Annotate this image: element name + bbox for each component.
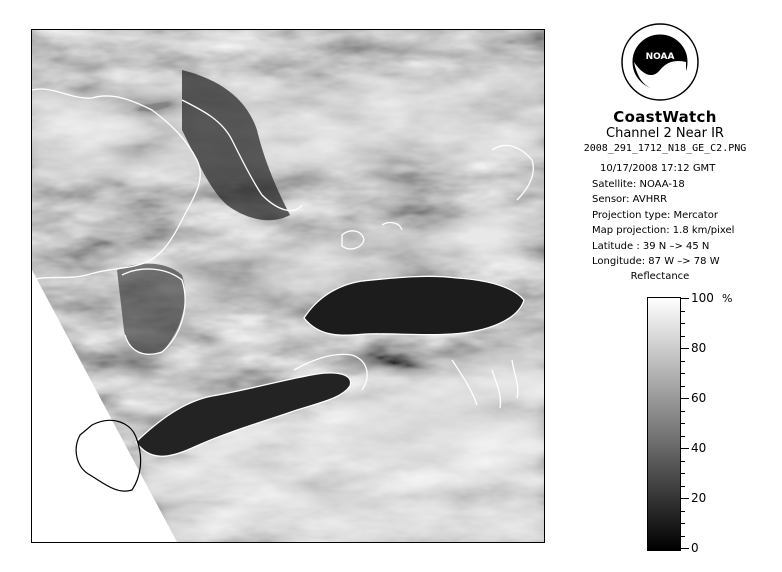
meta-longitude: Longitude: 87 W –> 78 W: [592, 256, 720, 267]
file-name: 2008_291_1712_N18_GE_C2.PNG: [583, 143, 747, 154]
colorbar-minor-tick: [681, 423, 685, 424]
brand-title: CoastWatch: [613, 108, 717, 126]
colorbar-tick-label: 60: [691, 391, 707, 405]
colorbar-tick-label: 40: [691, 441, 707, 455]
colorbar-minor-tick: [681, 311, 685, 312]
colorbar-title: Reflectance: [630, 271, 690, 282]
metadata-block: [592, 161, 734, 270]
colorbar-tick: [681, 348, 689, 349]
logo-text: NOAA: [645, 52, 675, 62]
colorbar-minor-tick: [681, 323, 685, 324]
colorbar: [647, 297, 681, 551]
meta-datetime: 10/17/2008 17:12 GMT: [600, 163, 716, 174]
satellite-map: [32, 30, 544, 542]
colorbar-minor-tick: [681, 411, 685, 412]
colorbar-minor-tick: [681, 511, 685, 512]
colorbar-minor-tick: [681, 523, 685, 524]
colorbar-minor-tick: [681, 361, 685, 362]
meta-latitude: Latitude : 39 N –> 45 N: [592, 240, 710, 252]
meta-sensor: Sensor: AVHRR: [592, 194, 668, 205]
colorbar-minor-tick: [681, 536, 685, 537]
colorbar-tick: [681, 498, 689, 499]
colorbar-minor-tick: [681, 336, 685, 337]
channel-title: Channel 2 Near IR: [606, 126, 724, 141]
colorbar-tick: [681, 398, 689, 399]
satellite-image: [31, 29, 545, 543]
colorbar-tick: [681, 448, 689, 449]
colorbar-tick: [681, 298, 689, 299]
meta-projection-type: Projection type: Mercator: [592, 209, 718, 221]
colorbar-minor-tick: [681, 486, 685, 487]
colorbar-tick-label: 0: [691, 541, 699, 555]
meta-satellite: Satellite: NOAA-18: [592, 178, 685, 190]
colorbar-minor-tick: [681, 386, 685, 387]
colorbar-minor-tick: [681, 461, 685, 462]
colorbar-minor-tick: [681, 436, 685, 437]
noaa-logo-icon: [620, 22, 700, 102]
colorbar-tick-label: 80: [691, 341, 707, 355]
colorbar-tick: [681, 548, 689, 549]
colorbar-minor-tick: [681, 373, 685, 374]
meta-map-projection: Map projection: 1.8 km/pixel: [592, 225, 735, 236]
colorbar-tick-label: 20: [691, 491, 707, 505]
colorbar-minor-tick: [681, 473, 685, 474]
colorbar-tick-label: 100: [691, 291, 714, 305]
colorbar-unit: %: [722, 292, 733, 305]
title-block: [560, 108, 770, 156]
